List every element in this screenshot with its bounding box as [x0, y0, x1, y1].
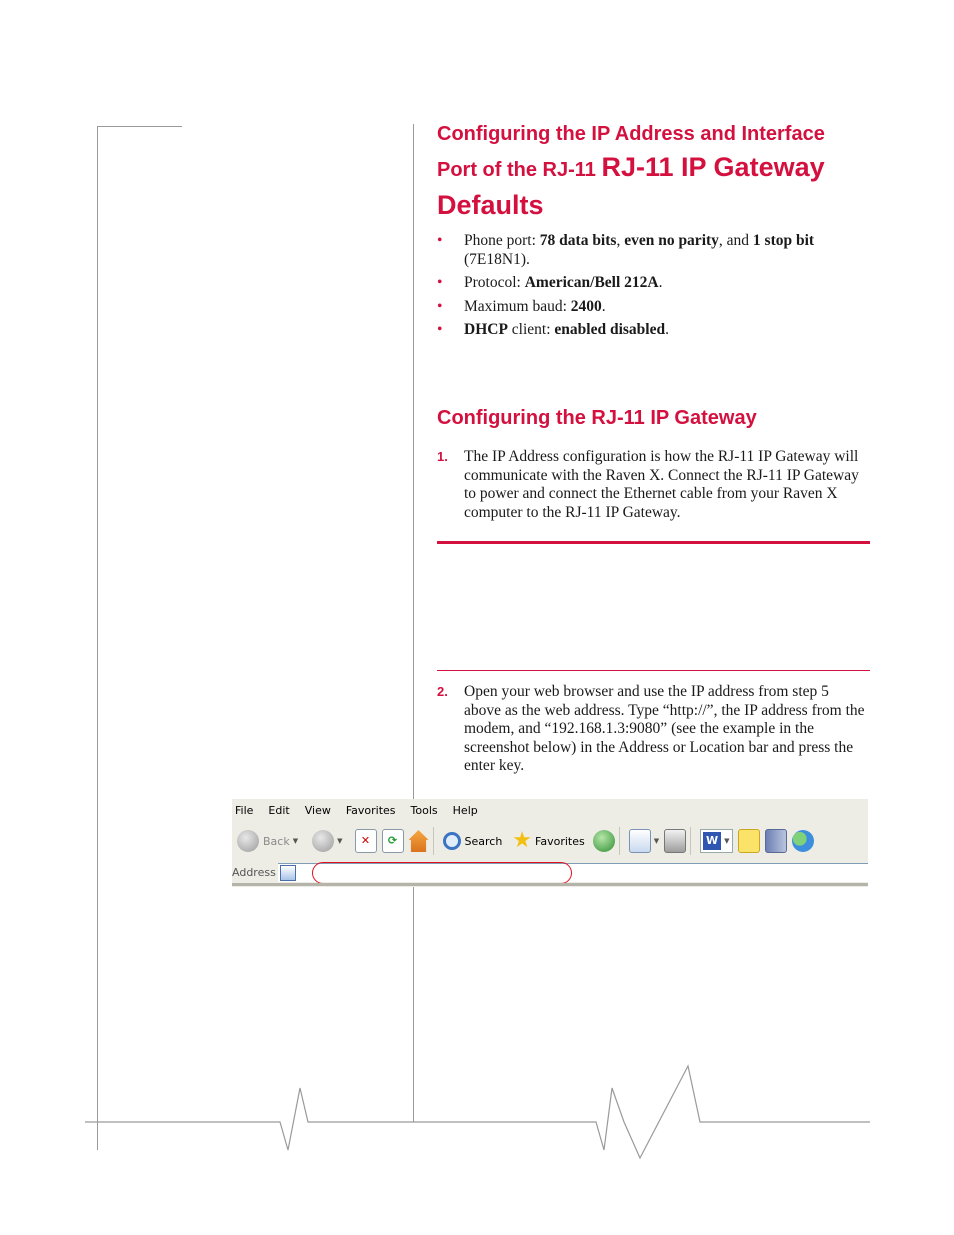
print-icon: [664, 829, 686, 853]
title-line-2-small: Port of the RJ-11: [437, 159, 602, 181]
title-line-2-big: RJ-11 IP Gateway: [601, 152, 825, 182]
messenger-icon: [792, 830, 814, 852]
defaults-list-item: [437, 274, 867, 293]
address-highlight-oval: [312, 862, 572, 884]
history-icon: [593, 830, 615, 852]
refresh-button[interactable]: [382, 829, 404, 853]
plain-text: client:: [507, 321, 555, 338]
plain-text: ,: [616, 232, 625, 249]
note-bottom-rule: [437, 670, 870, 671]
stop-icon: ✕: [355, 829, 377, 853]
left-margin-rule: [97, 126, 98, 1150]
section-heading: Configuring the RJ-11 IP Gateway: [437, 407, 757, 429]
step-number: 2.: [437, 684, 448, 699]
discuss-button[interactable]: [738, 829, 760, 853]
note-top-rule: [437, 541, 870, 544]
defaults-list: [437, 232, 867, 345]
bullet-icon: •: [437, 297, 443, 315]
browser-toolbar-screenshot: [232, 799, 868, 887]
toolbar-separator: [690, 827, 691, 855]
step-text: The IP Address configuration is how the RJ-11 IP Gateway will communicate with the Raven X. Connect the RJ-11 IP Gateway to power and connect the Ethernet cable from your Raven X computer to the RJ-11 IP Gateway.: [464, 448, 859, 521]
favorites-button[interactable]: [512, 830, 584, 852]
browser-toolbar: [232, 823, 868, 859]
forward-button[interactable]: [312, 830, 342, 852]
bold-value: American/Bell 212A: [524, 274, 659, 291]
bold-value: DHCP: [464, 321, 508, 338]
address-bar: [232, 861, 868, 883]
mail-icon: [629, 829, 651, 853]
menu-item-file[interactable]: File: [235, 803, 254, 817]
browser-menubar: [232, 799, 868, 821]
history-button[interactable]: [593, 830, 615, 852]
plain-text: .: [658, 274, 663, 291]
search-icon: [443, 832, 461, 850]
search-label: Search: [464, 834, 503, 848]
refresh-icon: ⟳: [382, 829, 404, 853]
top-left-rule: [97, 126, 182, 127]
back-arrow-icon: [237, 830, 259, 852]
step-2: [437, 683, 869, 776]
bold-value: even no parity: [624, 232, 719, 249]
bold-value: 78 data bits: [539, 232, 617, 249]
bullet-icon: •: [437, 232, 443, 249]
plain-text: Maximum baud:: [464, 297, 571, 315]
home-button[interactable]: [409, 830, 429, 852]
search-button[interactable]: [443, 832, 503, 850]
menu-item-edit[interactable]: Edit: [268, 803, 290, 817]
mail-button[interactable]: [629, 829, 659, 853]
footer-waveform: [0, 1050, 954, 1180]
step-number: 1.: [437, 449, 448, 464]
chevron-down-icon: ▼: [292, 837, 299, 845]
toolbar-separator: [433, 827, 434, 855]
chevron-down-icon: ▼: [653, 837, 660, 845]
page-title: [437, 118, 877, 222]
column-divider-rule: [413, 124, 414, 1122]
menu-item-favorites[interactable]: Favorites: [345, 803, 396, 817]
plain-text: (7E18N1).: [464, 250, 530, 268]
back-button[interactable]: [237, 830, 298, 852]
print-button[interactable]: [664, 829, 686, 853]
toolbar-separator: [619, 827, 620, 855]
chevron-down-icon: ▼: [724, 837, 730, 845]
word-icon: W: [703, 832, 721, 850]
bold-value: enabled disabled: [554, 321, 666, 338]
bullet-icon: •: [437, 274, 443, 291]
bullet-icon: •: [437, 321, 443, 338]
plain-text: Protocol:: [464, 274, 525, 291]
home-icon: [409, 830, 429, 852]
page-icon: [280, 865, 296, 881]
note-icon: [738, 829, 760, 853]
back-label: Back: [263, 834, 290, 848]
step-1: [437, 448, 869, 522]
menu-item-help[interactable]: Help: [452, 803, 478, 817]
defaults-list-item: [437, 232, 867, 269]
address-label: Address: [232, 865, 276, 879]
messenger-button[interactable]: [792, 830, 814, 852]
bold-value: 1 stop bit: [752, 232, 815, 249]
favorites-label: Favorites: [535, 834, 585, 848]
title-line-3: Defaults: [437, 190, 544, 220]
plain-text: .: [665, 321, 669, 338]
plain-text: Phone port:: [464, 232, 540, 249]
menu-item-tools[interactable]: Tools: [410, 803, 438, 817]
stop-button[interactable]: [355, 829, 377, 853]
step-text: Open your web browser and use the IP address from step 5 above as the web address. Type “http://”, the IP address from the modem, and “192.168.1.3:9080” (see the example in the screenshot below) in the Address or Location bar and press the enter key.: [464, 683, 865, 774]
title-line-1: Configuring the IP Address and Interface: [437, 123, 825, 145]
menu-item-view[interactable]: View: [304, 803, 331, 817]
defaults-list-item: [437, 321, 867, 340]
toolbar-bottom-edge: [232, 883, 868, 886]
chevron-down-icon: ▼: [337, 837, 343, 845]
defaults-list-item: [437, 298, 867, 317]
star-icon: ★: [512, 828, 533, 853]
edit-word-button[interactable]: [700, 829, 732, 853]
research-button[interactable]: [765, 829, 787, 853]
plain-text: .: [601, 297, 606, 315]
research-icon: [765, 829, 787, 853]
bold-value: 2400: [570, 297, 602, 315]
plain-text: , and: [718, 232, 753, 249]
forward-arrow-icon: [312, 830, 334, 852]
